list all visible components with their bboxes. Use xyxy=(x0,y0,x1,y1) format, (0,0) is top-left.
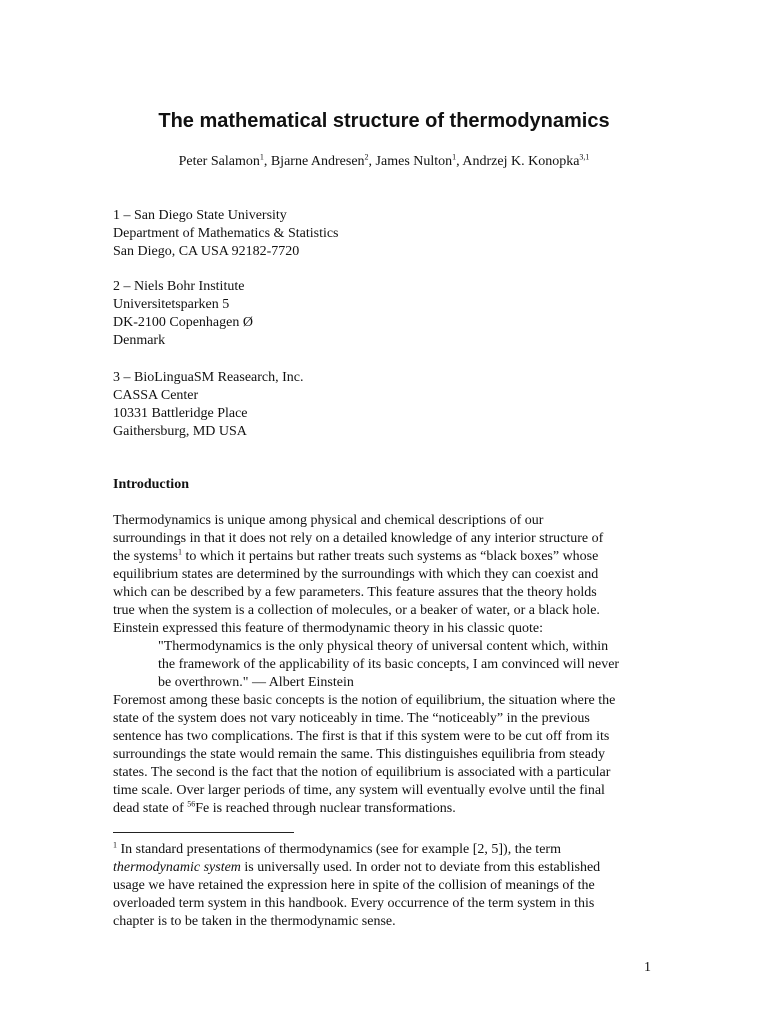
author-affiliation-mark: 2 xyxy=(364,152,369,162)
italic-term: thermodynamic system xyxy=(113,860,241,875)
author-name: James Nulton xyxy=(375,154,453,169)
text-line: state of the system does not vary noticeably in time. The “noticeably” in the previous xyxy=(113,711,590,726)
paper-title: The mathematical structure of thermodynamics xyxy=(158,110,610,132)
isotope-mass-number: 56 xyxy=(187,799,196,809)
text-fragment: Fe is reached through nuclear transformations. xyxy=(195,801,456,816)
text-line xyxy=(113,548,658,566)
text-line xyxy=(113,800,658,818)
affiliation-line: DK-2100 Copenhagen Ø xyxy=(113,315,253,330)
footnote-line xyxy=(113,859,600,877)
text-line: Foremost among these basic concepts is the notion of equilibrium, the situation where the xyxy=(113,693,616,708)
intro-paragraph xyxy=(113,512,658,638)
footnote-line: chapter is to be taken in the thermodynamic sense. xyxy=(113,914,396,929)
author-name: Andrzej K. Konopka xyxy=(462,154,580,169)
footnote-reference: 1 xyxy=(177,547,182,557)
text-line: sentence has two complications. The first is that if this system were to be cut off from its xyxy=(113,729,610,744)
affiliation-line: 3 – BioLinguaSM Reasearch, Inc. xyxy=(113,370,304,385)
author-affiliation-mark: 1 xyxy=(259,152,264,162)
author-separator: , xyxy=(368,154,376,169)
affiliation-1 xyxy=(113,207,339,261)
section-heading: Introduction xyxy=(113,477,189,492)
text-line: surroundings the state would remain the same. This distinguishes equilibria from steady xyxy=(113,747,605,762)
equilibrium-paragraph xyxy=(113,692,658,818)
affiliation-3 xyxy=(113,369,304,441)
text-line: states. The second is the fact that the notion of equilibrium is associated with a particular xyxy=(113,765,611,780)
affiliation-2 xyxy=(113,278,253,350)
affiliation-line: 1 – San Diego State University xyxy=(113,208,287,223)
author-line xyxy=(0,153,768,171)
affiliation-line: 2 – Niels Bohr Institute xyxy=(113,279,245,294)
footnote-line: overloaded term system in this handbook. Every occurrence of the term system in this xyxy=(113,896,595,911)
einstein-quote xyxy=(158,638,619,692)
text-fragment: the systems xyxy=(113,549,178,564)
text-fragment: is universally used. In order not to deviate from this established xyxy=(240,860,601,875)
text-fragment: In standard presentations of thermodynamics (see for example [2, 5]), the term xyxy=(117,842,561,857)
text-line: surroundings in that it does not rely on a detailed knowledge of any interior structure of xyxy=(113,531,604,546)
footnote-line: usage we have retained the expression here in spite of the collision of meanings of the xyxy=(113,878,595,893)
text-line: Einstein expressed this feature of thermodynamic theory in his classic quote: xyxy=(113,621,543,636)
affiliation-line: CASSA Center xyxy=(113,388,199,403)
text-line: time scale. Over larger periods of time, any system will eventually evolve until the final xyxy=(113,783,605,798)
author-separator: , xyxy=(263,154,271,169)
text-fragment: to which it pertains but rather treats such systems as “black boxes” whose xyxy=(181,549,599,564)
affiliation-line: San Diego, CA USA 92182-7720 xyxy=(113,244,300,259)
footnote xyxy=(113,841,600,931)
footnote-separator xyxy=(113,832,294,833)
page-number: 1 xyxy=(644,960,651,975)
footnote-line xyxy=(113,841,600,859)
author-name: Bjarne Andresen xyxy=(270,154,365,169)
text-line: true when the system is a collection of molecules, or a beaker of water, or a black hole. xyxy=(113,603,600,618)
text-line: which can be described by a few parameters. This feature assures that the theory holds xyxy=(113,585,597,600)
text-line: Thermodynamics is unique among physical and chemical descriptions of our xyxy=(113,513,544,528)
affiliation-line: Gaithersburg, MD USA xyxy=(113,424,247,439)
affiliation-line: Universitetsparken 5 xyxy=(113,297,230,312)
text-line: equilibrium states are determined by the surroundings with which they can coexist and xyxy=(113,567,599,582)
author-affiliation-mark: 1 xyxy=(452,152,457,162)
quote-line: "Thermodynamics is the only physical theory of universal content which, within xyxy=(158,639,609,654)
affiliation-line: Denmark xyxy=(113,333,166,348)
author-affiliation-mark: 3,1 xyxy=(579,152,590,162)
quote-line: be overthrown." — Albert Einstein xyxy=(158,675,354,690)
footnote-marker: 1 xyxy=(113,840,117,850)
author-name: Peter Salamon xyxy=(178,154,260,169)
text-fragment: dead state of xyxy=(113,801,188,816)
quote-line: the framework of the applicability of its basic concepts, I am convinced will never xyxy=(158,657,620,672)
affiliation-line: Department of Mathematics & Statistics xyxy=(113,226,339,241)
author-separator: , xyxy=(456,154,463,169)
affiliation-line: 10331 Battleridge Place xyxy=(113,406,248,421)
